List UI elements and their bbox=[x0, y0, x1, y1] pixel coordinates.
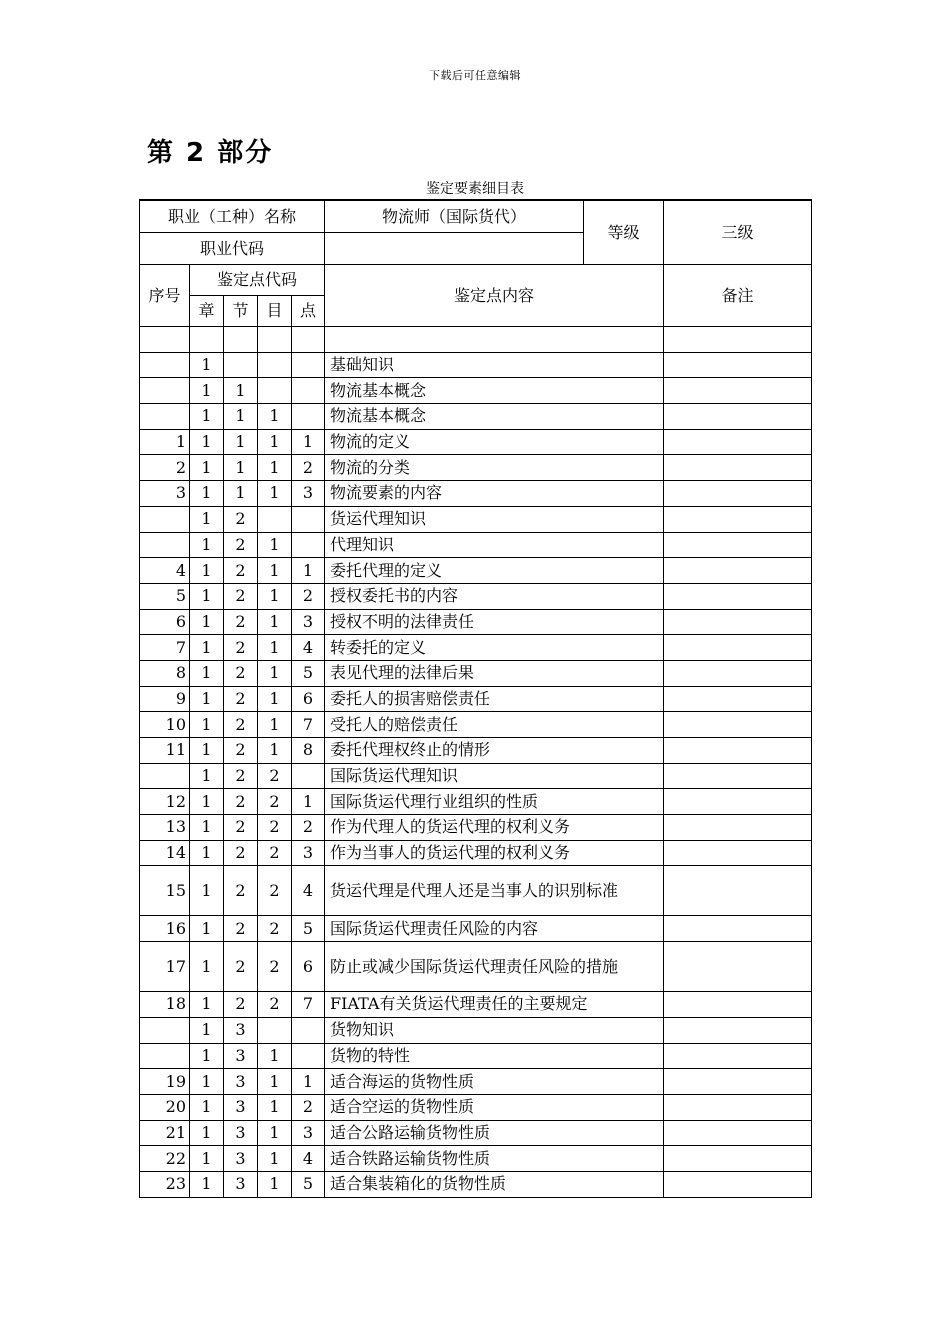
row-content: 适合空运的货物性质 bbox=[325, 1094, 664, 1120]
row-remark bbox=[664, 455, 812, 481]
row-item: 2 bbox=[258, 916, 292, 942]
row-chapter: 1 bbox=[190, 583, 224, 609]
row-content: 转委托的定义 bbox=[325, 635, 664, 661]
row-item bbox=[258, 378, 292, 404]
row-item: 1 bbox=[258, 1043, 292, 1069]
row-item bbox=[258, 352, 292, 378]
table-row bbox=[140, 1146, 812, 1172]
table-row bbox=[140, 481, 812, 507]
row-section: 3 bbox=[224, 1146, 258, 1172]
row-remark bbox=[664, 532, 812, 558]
row-remark bbox=[664, 558, 812, 584]
row-item: 2 bbox=[258, 789, 292, 815]
row-content: 委托代理权终止的情形 bbox=[325, 738, 664, 764]
row-section: 3 bbox=[224, 1043, 258, 1069]
row-section: 1 bbox=[224, 455, 258, 481]
row-content: 货运代理知识 bbox=[325, 506, 664, 532]
row-point: 1 bbox=[292, 1069, 325, 1095]
table-row bbox=[140, 866, 812, 916]
table-row bbox=[140, 1120, 812, 1146]
row-content: 授权不明的法律责任 bbox=[325, 609, 664, 635]
appraisal-elements-table bbox=[139, 199, 812, 1198]
row-remark bbox=[664, 763, 812, 789]
row-item: 2 bbox=[258, 866, 292, 916]
row-content: 国际货运代理行业组织的性质 bbox=[325, 789, 664, 815]
row-section: 3 bbox=[224, 1094, 258, 1120]
row-item: 1 bbox=[258, 558, 292, 584]
row-point: 1 bbox=[292, 558, 325, 584]
row-seq bbox=[140, 1017, 190, 1043]
row-remark bbox=[664, 1146, 812, 1172]
row-seq bbox=[140, 532, 190, 558]
row-remark bbox=[664, 712, 812, 738]
row-item: 1 bbox=[258, 583, 292, 609]
row-chapter bbox=[190, 327, 224, 353]
row-seq: 1 bbox=[140, 429, 190, 455]
row-content: 防止或减少国际货运代理责任风险的措施 bbox=[325, 942, 664, 992]
row-point: 1 bbox=[292, 429, 325, 455]
row-remark bbox=[664, 1094, 812, 1120]
row-item: 1 bbox=[258, 1094, 292, 1120]
row-section: 2 bbox=[224, 815, 258, 841]
row-content: 适合公路运输货物性质 bbox=[325, 1120, 664, 1146]
row-content: 作为代理人的货运代理的权利义务 bbox=[325, 815, 664, 841]
row-remark bbox=[664, 686, 812, 712]
row-section: 2 bbox=[224, 686, 258, 712]
row-section: 2 bbox=[224, 712, 258, 738]
col-item-header: 目 bbox=[258, 296, 292, 327]
row-remark bbox=[664, 506, 812, 532]
row-seq: 4 bbox=[140, 558, 190, 584]
row-item: 1 bbox=[258, 1146, 292, 1172]
row-remark bbox=[664, 1171, 812, 1197]
row-chapter: 1 bbox=[190, 404, 224, 430]
row-point bbox=[292, 506, 325, 532]
row-point: 5 bbox=[292, 916, 325, 942]
row-content: 货物知识 bbox=[325, 1017, 664, 1043]
row-chapter: 1 bbox=[190, 866, 224, 916]
row-chapter: 1 bbox=[190, 992, 224, 1018]
row-chapter: 1 bbox=[190, 1120, 224, 1146]
table-row bbox=[140, 1043, 812, 1069]
table-row bbox=[140, 815, 812, 841]
row-seq bbox=[140, 1043, 190, 1069]
table-row bbox=[140, 789, 812, 815]
row-section bbox=[224, 327, 258, 353]
row-seq: 12 bbox=[140, 789, 190, 815]
row-chapter: 1 bbox=[190, 1043, 224, 1069]
row-chapter: 1 bbox=[190, 609, 224, 635]
occupation-label: 职业（工种）名称 bbox=[140, 200, 325, 233]
row-point: 6 bbox=[292, 686, 325, 712]
row-seq: 9 bbox=[140, 686, 190, 712]
row-chapter: 1 bbox=[190, 1146, 224, 1172]
row-section: 2 bbox=[224, 660, 258, 686]
row-item: 1 bbox=[258, 1069, 292, 1095]
row-content bbox=[325, 327, 664, 353]
row-point: 3 bbox=[292, 481, 325, 507]
row-seq: 19 bbox=[140, 1069, 190, 1095]
row-content: 作为当事人的货运代理的权利义务 bbox=[325, 840, 664, 866]
table-row bbox=[140, 583, 812, 609]
row-seq: 20 bbox=[140, 1094, 190, 1120]
row-item: 1 bbox=[258, 738, 292, 764]
row-chapter: 1 bbox=[190, 558, 224, 584]
row-remark bbox=[664, 378, 812, 404]
row-seq: 22 bbox=[140, 1146, 190, 1172]
row-point: 2 bbox=[292, 815, 325, 841]
row-item: 2 bbox=[258, 763, 292, 789]
row-remark bbox=[664, 992, 812, 1018]
table-row bbox=[140, 609, 812, 635]
row-content: 物流要素的内容 bbox=[325, 481, 664, 507]
row-point bbox=[292, 1017, 325, 1043]
table-row bbox=[140, 916, 812, 942]
table-row bbox=[140, 992, 812, 1018]
row-chapter: 1 bbox=[190, 352, 224, 378]
col-chapter-header: 章 bbox=[190, 296, 224, 327]
row-section: 2 bbox=[224, 532, 258, 558]
row-seq: 6 bbox=[140, 609, 190, 635]
row-item: 1 bbox=[258, 481, 292, 507]
row-chapter: 1 bbox=[190, 712, 224, 738]
table-row bbox=[140, 942, 812, 992]
row-chapter: 1 bbox=[190, 840, 224, 866]
row-point: 5 bbox=[292, 1171, 325, 1197]
row-section: 2 bbox=[224, 763, 258, 789]
row-remark bbox=[664, 1069, 812, 1095]
row-seq bbox=[140, 404, 190, 430]
row-seq bbox=[140, 327, 190, 353]
row-seq: 17 bbox=[140, 942, 190, 992]
row-item: 1 bbox=[258, 686, 292, 712]
row-point: 2 bbox=[292, 1094, 325, 1120]
row-item: 1 bbox=[258, 712, 292, 738]
row-seq: 5 bbox=[140, 583, 190, 609]
row-point: 4 bbox=[292, 635, 325, 661]
row-point bbox=[292, 378, 325, 404]
row-item: 2 bbox=[258, 840, 292, 866]
row-section: 1 bbox=[224, 429, 258, 455]
row-section: 2 bbox=[224, 558, 258, 584]
table-row bbox=[140, 660, 812, 686]
col-seq-header: 序号 bbox=[140, 265, 190, 327]
row-content: 适合集装箱化的货物性质 bbox=[325, 1171, 664, 1197]
table-row bbox=[140, 506, 812, 532]
row-point: 8 bbox=[292, 738, 325, 764]
row-seq: 23 bbox=[140, 1171, 190, 1197]
code-label: 职业代码 bbox=[140, 233, 325, 265]
row-remark bbox=[664, 583, 812, 609]
row-remark bbox=[664, 352, 812, 378]
row-section: 2 bbox=[224, 583, 258, 609]
row-seq: 21 bbox=[140, 1120, 190, 1146]
row-section: 2 bbox=[224, 942, 258, 992]
row-content: FIATA有关货运代理责任的主要规定 bbox=[325, 992, 664, 1018]
row-point bbox=[292, 327, 325, 353]
row-remark bbox=[664, 942, 812, 992]
row-content: 物流的分类 bbox=[325, 455, 664, 481]
row-remark bbox=[664, 789, 812, 815]
row-content: 适合海运的货物性质 bbox=[325, 1069, 664, 1095]
row-chapter: 1 bbox=[190, 455, 224, 481]
row-content: 物流基本概念 bbox=[325, 404, 664, 430]
table-row bbox=[140, 352, 812, 378]
row-remark bbox=[664, 481, 812, 507]
level-value: 三级 bbox=[664, 200, 812, 265]
table-row bbox=[140, 763, 812, 789]
row-chapter: 1 bbox=[190, 686, 224, 712]
table-row bbox=[140, 558, 812, 584]
part-title: 第 2 部分 bbox=[147, 138, 274, 168]
row-point: 4 bbox=[292, 866, 325, 916]
row-chapter: 1 bbox=[190, 429, 224, 455]
row-section: 2 bbox=[224, 789, 258, 815]
row-content: 适合铁路运输货物性质 bbox=[325, 1146, 664, 1172]
level-label: 等级 bbox=[584, 200, 664, 265]
table-title: 鉴定要素细目表 bbox=[426, 181, 524, 197]
row-remark bbox=[664, 1120, 812, 1146]
row-chapter: 1 bbox=[190, 1017, 224, 1043]
row-chapter: 1 bbox=[190, 1094, 224, 1120]
row-point bbox=[292, 404, 325, 430]
table-row bbox=[140, 1069, 812, 1095]
row-content: 货物的特性 bbox=[325, 1043, 664, 1069]
header-note: 下载后可任意编辑 bbox=[429, 69, 521, 82]
row-section: 3 bbox=[224, 1069, 258, 1095]
row-seq: 16 bbox=[140, 916, 190, 942]
row-point: 5 bbox=[292, 660, 325, 686]
row-section: 2 bbox=[224, 609, 258, 635]
row-item: 2 bbox=[258, 942, 292, 992]
table-row bbox=[140, 712, 812, 738]
col-content-header: 鉴定点内容 bbox=[325, 265, 664, 327]
table-row bbox=[140, 686, 812, 712]
row-chapter: 1 bbox=[190, 815, 224, 841]
table-row bbox=[140, 532, 812, 558]
row-point: 2 bbox=[292, 455, 325, 481]
row-remark bbox=[664, 1017, 812, 1043]
row-item bbox=[258, 327, 292, 353]
table-row bbox=[140, 1094, 812, 1120]
table-row bbox=[140, 1171, 812, 1197]
row-seq bbox=[140, 378, 190, 404]
row-seq: 15 bbox=[140, 866, 190, 916]
row-section: 2 bbox=[224, 635, 258, 661]
row-item: 1 bbox=[258, 429, 292, 455]
row-content: 国际货运代理知识 bbox=[325, 763, 664, 789]
code-value bbox=[325, 233, 584, 265]
row-remark bbox=[664, 660, 812, 686]
table-row bbox=[140, 635, 812, 661]
row-seq: 10 bbox=[140, 712, 190, 738]
row-chapter: 1 bbox=[190, 763, 224, 789]
row-content: 物流基本概念 bbox=[325, 378, 664, 404]
col-code-group-header: 鉴定点代码 bbox=[190, 265, 325, 296]
row-point: 7 bbox=[292, 712, 325, 738]
row-point: 7 bbox=[292, 992, 325, 1018]
row-chapter: 1 bbox=[190, 660, 224, 686]
row-point bbox=[292, 763, 325, 789]
row-remark bbox=[664, 738, 812, 764]
row-chapter: 1 bbox=[190, 789, 224, 815]
row-item: 1 bbox=[258, 532, 292, 558]
row-content: 委托人的损害赔偿责任 bbox=[325, 686, 664, 712]
row-point: 3 bbox=[292, 1120, 325, 1146]
row-content: 物流的定义 bbox=[325, 429, 664, 455]
row-remark bbox=[664, 429, 812, 455]
row-remark bbox=[664, 840, 812, 866]
row-point: 3 bbox=[292, 609, 325, 635]
col-point-header: 点 bbox=[292, 296, 325, 327]
row-section: 3 bbox=[224, 1171, 258, 1197]
col-section-header: 节 bbox=[224, 296, 258, 327]
row-chapter: 1 bbox=[190, 532, 224, 558]
row-item: 2 bbox=[258, 815, 292, 841]
row-seq bbox=[140, 763, 190, 789]
row-content: 基础知识 bbox=[325, 352, 664, 378]
table-row bbox=[140, 455, 812, 481]
row-content: 委托代理的定义 bbox=[325, 558, 664, 584]
row-seq: 18 bbox=[140, 992, 190, 1018]
row-point bbox=[292, 352, 325, 378]
row-section: 2 bbox=[224, 506, 258, 532]
row-seq: 14 bbox=[140, 840, 190, 866]
row-seq: 3 bbox=[140, 481, 190, 507]
table-row bbox=[140, 429, 812, 455]
row-remark bbox=[664, 404, 812, 430]
row-remark bbox=[664, 866, 812, 916]
row-item: 2 bbox=[258, 992, 292, 1018]
row-section: 3 bbox=[224, 1120, 258, 1146]
row-remark bbox=[664, 609, 812, 635]
row-section: 2 bbox=[224, 866, 258, 916]
table-row bbox=[140, 378, 812, 404]
row-item: 1 bbox=[258, 455, 292, 481]
row-point: 3 bbox=[292, 840, 325, 866]
row-section: 2 bbox=[224, 840, 258, 866]
row-seq: 2 bbox=[140, 455, 190, 481]
table-row bbox=[140, 1017, 812, 1043]
row-seq: 13 bbox=[140, 815, 190, 841]
table-row bbox=[140, 738, 812, 764]
row-seq: 8 bbox=[140, 660, 190, 686]
row-section bbox=[224, 352, 258, 378]
row-remark bbox=[664, 916, 812, 942]
row-remark bbox=[664, 635, 812, 661]
row-chapter: 1 bbox=[190, 481, 224, 507]
row-chapter: 1 bbox=[190, 916, 224, 942]
row-item bbox=[258, 506, 292, 532]
table-row bbox=[140, 840, 812, 866]
row-section: 2 bbox=[224, 738, 258, 764]
row-seq bbox=[140, 506, 190, 532]
row-seq: 11 bbox=[140, 738, 190, 764]
row-chapter: 1 bbox=[190, 1171, 224, 1197]
row-content: 货运代理是代理人还是当事人的识别标准 bbox=[325, 866, 664, 916]
row-item: 1 bbox=[258, 609, 292, 635]
row-remark bbox=[664, 1043, 812, 1069]
row-item: 1 bbox=[258, 660, 292, 686]
row-item: 1 bbox=[258, 1171, 292, 1197]
row-remark bbox=[664, 327, 812, 353]
row-point: 1 bbox=[292, 789, 325, 815]
row-section: 2 bbox=[224, 916, 258, 942]
row-chapter: 1 bbox=[190, 1069, 224, 1095]
row-item: 1 bbox=[258, 404, 292, 430]
row-chapter: 1 bbox=[190, 635, 224, 661]
row-content: 代理知识 bbox=[325, 532, 664, 558]
row-seq: 7 bbox=[140, 635, 190, 661]
row-point bbox=[292, 1043, 325, 1069]
row-section: 1 bbox=[224, 481, 258, 507]
row-remark bbox=[664, 815, 812, 841]
row-section: 1 bbox=[224, 378, 258, 404]
occupation-value: 物流师（国际货代） bbox=[325, 200, 584, 233]
row-content: 授权委托书的内容 bbox=[325, 583, 664, 609]
row-item: 1 bbox=[258, 635, 292, 661]
table-row bbox=[140, 327, 812, 353]
row-point: 6 bbox=[292, 942, 325, 992]
row-item bbox=[258, 1017, 292, 1043]
row-point: 4 bbox=[292, 1146, 325, 1172]
row-point bbox=[292, 532, 325, 558]
row-chapter: 1 bbox=[190, 506, 224, 532]
row-chapter: 1 bbox=[190, 738, 224, 764]
row-section: 2 bbox=[224, 992, 258, 1018]
row-content: 受托人的赔偿责任 bbox=[325, 712, 664, 738]
row-chapter: 1 bbox=[190, 378, 224, 404]
row-item: 1 bbox=[258, 1120, 292, 1146]
row-content: 国际货运代理责任风险的内容 bbox=[325, 916, 664, 942]
row-seq bbox=[140, 352, 190, 378]
col-remark-header: 备注 bbox=[664, 265, 812, 327]
row-section: 1 bbox=[224, 404, 258, 430]
row-content: 表见代理的法律后果 bbox=[325, 660, 664, 686]
table-row bbox=[140, 404, 812, 430]
row-section: 3 bbox=[224, 1017, 258, 1043]
row-point: 2 bbox=[292, 583, 325, 609]
row-chapter: 1 bbox=[190, 942, 224, 992]
